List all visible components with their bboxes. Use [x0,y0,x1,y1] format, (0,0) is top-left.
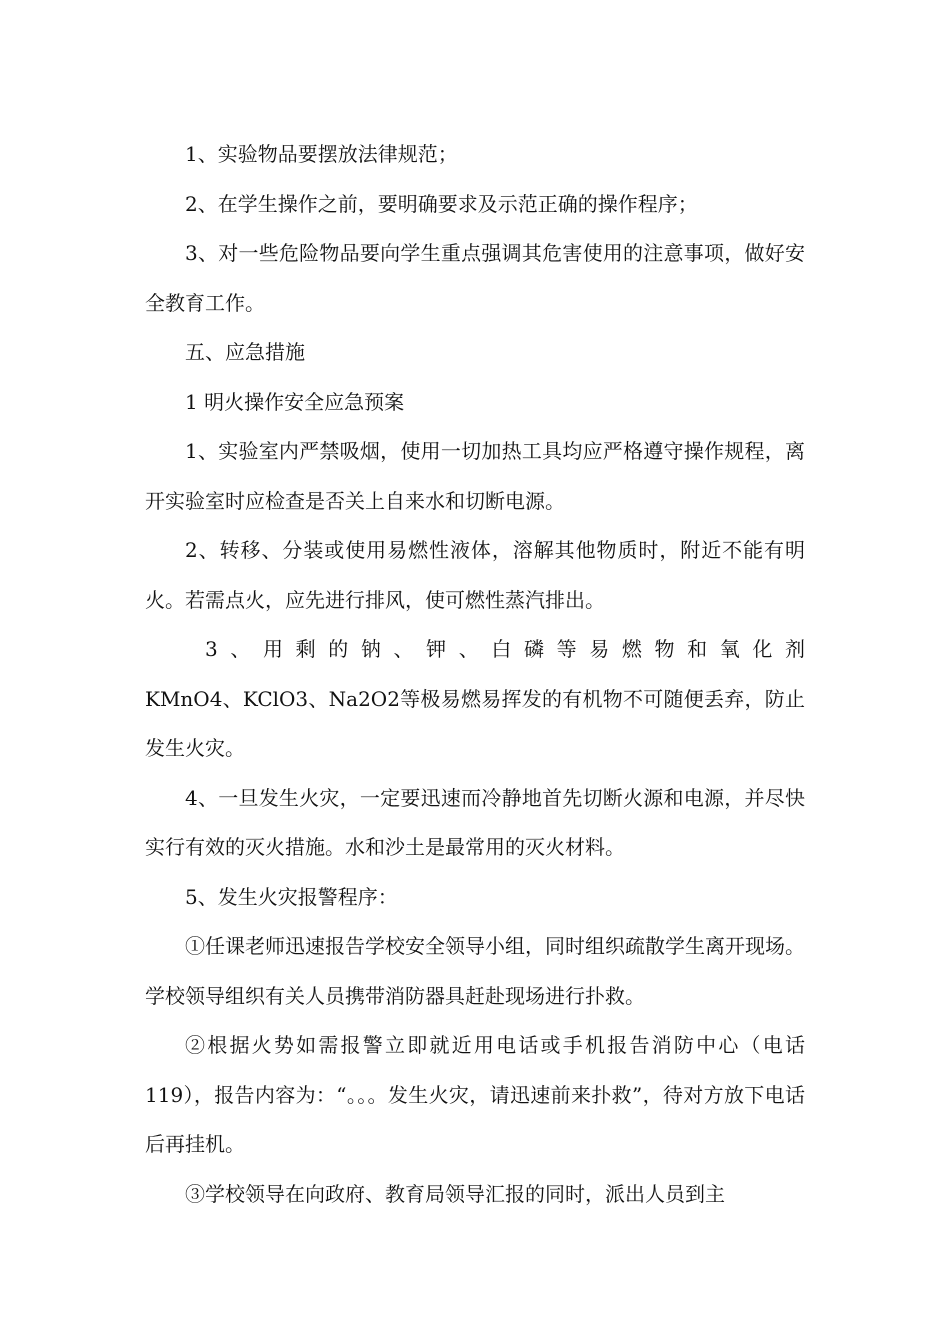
paragraph-item-2: 2、在学生操作之前，要明确要求及示范正确的操作程序； [185,191,698,216]
paragraph-item-step-2: ②根据火势如需报警立即就近用电话或手机报告消防中心（电话119），报告内容为：“。。。发生火灾，请迅速前来扑救”，待对方放下电话后再挂机。 [145,1033,805,1156]
paragraph-item-oxidizers-line2: KMnO4、KClO3、Na2O2等极易燃易挥发的有机物不可随便丢弃，防止发生火灾。 [145,686,805,760]
paragraph-item-3: 3、对一些危险物品要向学生重点强调其危害使用的注意事项，做好安全教育工作。 [145,241,805,315]
paragraph-item-alarm-procedure: 5、发生火灾报警程序： [185,884,398,909]
paragraph-item-flammable-liquid: 2、转移、分装或使用易燃性液体，溶解其他物质时，附近不能有明火。若需点火，应先进行排风，使可燃性蒸汽排出。 [145,538,805,612]
section-heading-emergency-measures: 五、应急措施 [185,340,305,364]
paragraph-item-1: 1、实验物品要摆放法律规范； [185,142,458,166]
paragraph-item-smoking: 1、实验室内严禁吸烟，使用一切加热工具均应严格遵守操作规程，离开实验室时应检查是否关上自来水和切断电源。 [145,439,805,513]
subsection-heading-open-flame-plan: 1 明火操作安全应急预案 [185,389,405,414]
paragraph-item-oxidizers-line1: 3、用剩的钠、钾、白磷等易燃物和氧化剂 [205,637,805,661]
paragraph-item-fire-response: 4、一旦发生火灾，一定要迅速而冷静地首先切断火源和电源，并尽快实行有效的灭火措施。水和沙土是最常用的灭火材料。 [145,785,805,859]
paragraph-item-step-1: ①任课老师迅速报告学校安全领导小组，同时组织疏散学生离开现场。学校领导组织有关人员携带消防器具赶赴现场进行扑救。 [145,934,805,1008]
paragraph-item-step-3: ③学校领导在向政府、教育局领导汇报的同时，派出人员到主 [185,1181,725,1206]
document-page [145,130,805,1219]
